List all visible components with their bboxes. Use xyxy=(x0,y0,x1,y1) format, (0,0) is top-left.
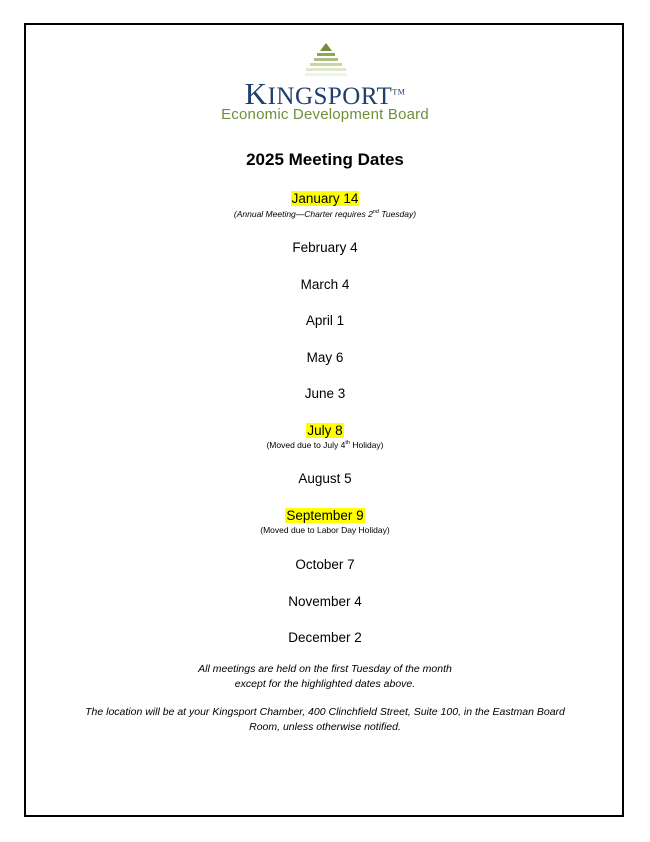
date-july xyxy=(0,423,650,438)
date-february: February 4 xyxy=(292,240,358,255)
date-july-label: July 8 xyxy=(307,423,343,438)
note-july xyxy=(0,440,650,450)
page-border xyxy=(24,23,624,817)
note-july-sup: th xyxy=(345,440,350,447)
date-september-label: September 9 xyxy=(286,508,364,523)
note-january-post: Tuesday) xyxy=(378,209,417,219)
footer-location-line-1: The location will be at your Kingsport Chamber, 400 Clinchfield Street, Suite 100, in the Eastman Board xyxy=(85,706,565,718)
note-january-pre: (Annual Meeting—Charter requires 2 xyxy=(233,209,373,219)
date-september xyxy=(0,508,650,523)
note-july-pre: (Moved due to July 4 xyxy=(266,440,346,450)
logo-name-rest: INGSPORT xyxy=(267,83,393,110)
page-title: 2025 Meeting Dates xyxy=(246,150,404,169)
date-march: March 4 xyxy=(300,277,350,292)
date-may: May 6 xyxy=(306,350,344,365)
date-august: August 5 xyxy=(298,471,352,486)
kingsport-triangle-logo-icon xyxy=(305,43,347,79)
footer-rule-note xyxy=(0,662,650,692)
note-january-sup: nd xyxy=(372,209,379,216)
footer-line-1: All meetings are held on the first Tuesday of the month xyxy=(198,663,452,675)
date-january xyxy=(0,191,650,206)
footer-location-line-2: Room, unless otherwise notified. xyxy=(249,721,401,733)
date-january-label: January 14 xyxy=(291,191,359,206)
footer-location-note xyxy=(0,705,650,735)
logo-trademark: TM xyxy=(392,87,406,97)
note-september: (Moved due to Labor Day Holiday) xyxy=(260,525,390,535)
footer-line-2: except for the highlighted dates above. xyxy=(234,678,416,690)
logo-subtitle: Economic Development Board xyxy=(221,106,429,123)
logo-initial: K xyxy=(244,76,268,111)
date-december: December 2 xyxy=(288,630,362,645)
date-june: June 3 xyxy=(304,386,346,401)
date-october: October 7 xyxy=(295,557,355,572)
note-july-post: Holiday) xyxy=(349,440,384,450)
note-january xyxy=(0,209,650,219)
date-april: April 1 xyxy=(305,313,345,328)
date-november: November 4 xyxy=(288,594,362,609)
